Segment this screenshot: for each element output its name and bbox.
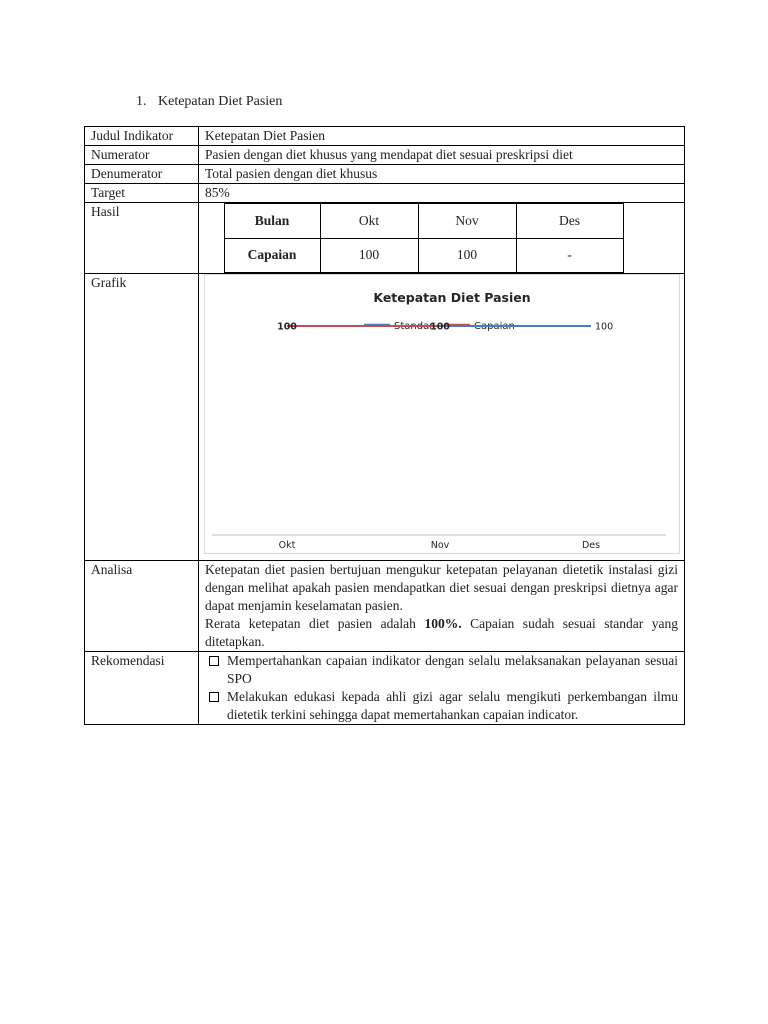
- data-label-des: 100: [595, 321, 614, 333]
- legend-label-capaian: Capaian: [474, 321, 515, 332]
- grafik-cell: [199, 274, 685, 561]
- chart-frame: [205, 275, 680, 554]
- section-heading: [136, 94, 282, 110]
- hasil-header-label: Bulan: [224, 204, 320, 239]
- rekomendasi-item: [205, 652, 678, 688]
- value-denumerator: Total pasien dengan diet khusus: [199, 165, 685, 184]
- value-judul: Ketepatan Diet Pasien: [199, 127, 685, 146]
- value-analisa: [199, 561, 685, 652]
- heading-number: 1.: [136, 94, 147, 109]
- analisa-paragraph-1: Ketepatan diet pasien bertujuan mengukur ketepatan pelayanan dietetik instalasi gizi dengan melihat apakah pasien mendapatkan diet sesuai dengan preskripsi dietnya agar dapat menjamin keselamatan pasien.: [205, 562, 678, 613]
- chart-title: Ketepatan Diet Pasien: [373, 290, 531, 305]
- legend-label-standar: Standar: [394, 321, 434, 332]
- hasil-spacer-right: [623, 204, 684, 273]
- analisa-p2-bold: 100%.: [424, 616, 462, 631]
- row-rekomendasi: [85, 652, 685, 725]
- hasil-value-label: Capaian: [224, 238, 320, 273]
- label-target: Target: [85, 184, 199, 203]
- hasil-month-okt: Okt: [320, 204, 418, 239]
- value-numerator: Pasien dengan diet khusus yang mendapat diet sesuai preskripsi diet: [199, 146, 685, 165]
- row-judul: [85, 127, 685, 146]
- hasil-spacer-left: [199, 204, 224, 273]
- line-chart: [204, 274, 680, 554]
- rekomendasi-item-text: Melakukan edukasi kepada ahli gizi agar selalu mengikuti perkembangan ilmu dietetik terkini sehingga dapat memertahankan capaian indicator.: [227, 689, 678, 722]
- rekomendasi-item-text: Mempertahankan capaian indikator dengan selalu melaksanakan pelayanan sesuai SPO: [227, 653, 678, 686]
- hasil-value-des: -: [516, 238, 623, 273]
- hasil-value-nov: 100: [418, 238, 516, 273]
- hasil-value-okt: 100: [320, 238, 418, 273]
- row-grafik: [85, 274, 685, 561]
- value-rekomendasi: [199, 652, 685, 725]
- label-judul: Judul Indikator: [85, 127, 199, 146]
- hasil-month-des: Des: [516, 204, 623, 239]
- analisa-paragraph-2: [205, 615, 678, 651]
- row-hasil: [85, 203, 685, 274]
- rekomendasi-item: [205, 688, 678, 724]
- value-target: 85%: [199, 184, 685, 203]
- label-rekomendasi: Rekomendasi: [85, 652, 199, 725]
- heading-title: Ketepatan Diet Pasien: [158, 94, 283, 109]
- hasil-cell: [199, 203, 685, 274]
- hasil-header-row: [199, 204, 684, 239]
- label-grafik: Grafik: [85, 274, 199, 561]
- row-numerator: [85, 146, 685, 165]
- label-analisa: Analisa: [85, 561, 199, 652]
- x-tick-label-nov: Nov: [430, 540, 450, 551]
- checkbox-icon: [209, 656, 219, 666]
- analisa-p2-suffix: Capaian sudah sesuai standar yang ditetapkan.: [205, 616, 679, 649]
- x-tick-label-okt: Okt: [278, 540, 296, 551]
- hasil-month-nov: Nov: [418, 204, 516, 239]
- row-analisa: [85, 561, 685, 652]
- hasil-table: [199, 203, 684, 273]
- analisa-p2-prefix: Rerata ketepatan diet pasien adalah: [205, 616, 416, 631]
- checkbox-icon: [209, 692, 219, 702]
- indicator-table: [84, 126, 685, 725]
- row-denumerator: [85, 165, 685, 184]
- label-numerator: Numerator: [85, 146, 199, 165]
- label-hasil: Hasil: [85, 203, 199, 274]
- hasil-value-row: [199, 238, 684, 273]
- data-label-nov: 100: [430, 321, 450, 333]
- x-tick-label-des: Des: [581, 540, 601, 551]
- data-label-okt: 100: [277, 321, 297, 333]
- row-target: [85, 184, 685, 203]
- label-denumerator: Denumerator: [85, 165, 199, 184]
